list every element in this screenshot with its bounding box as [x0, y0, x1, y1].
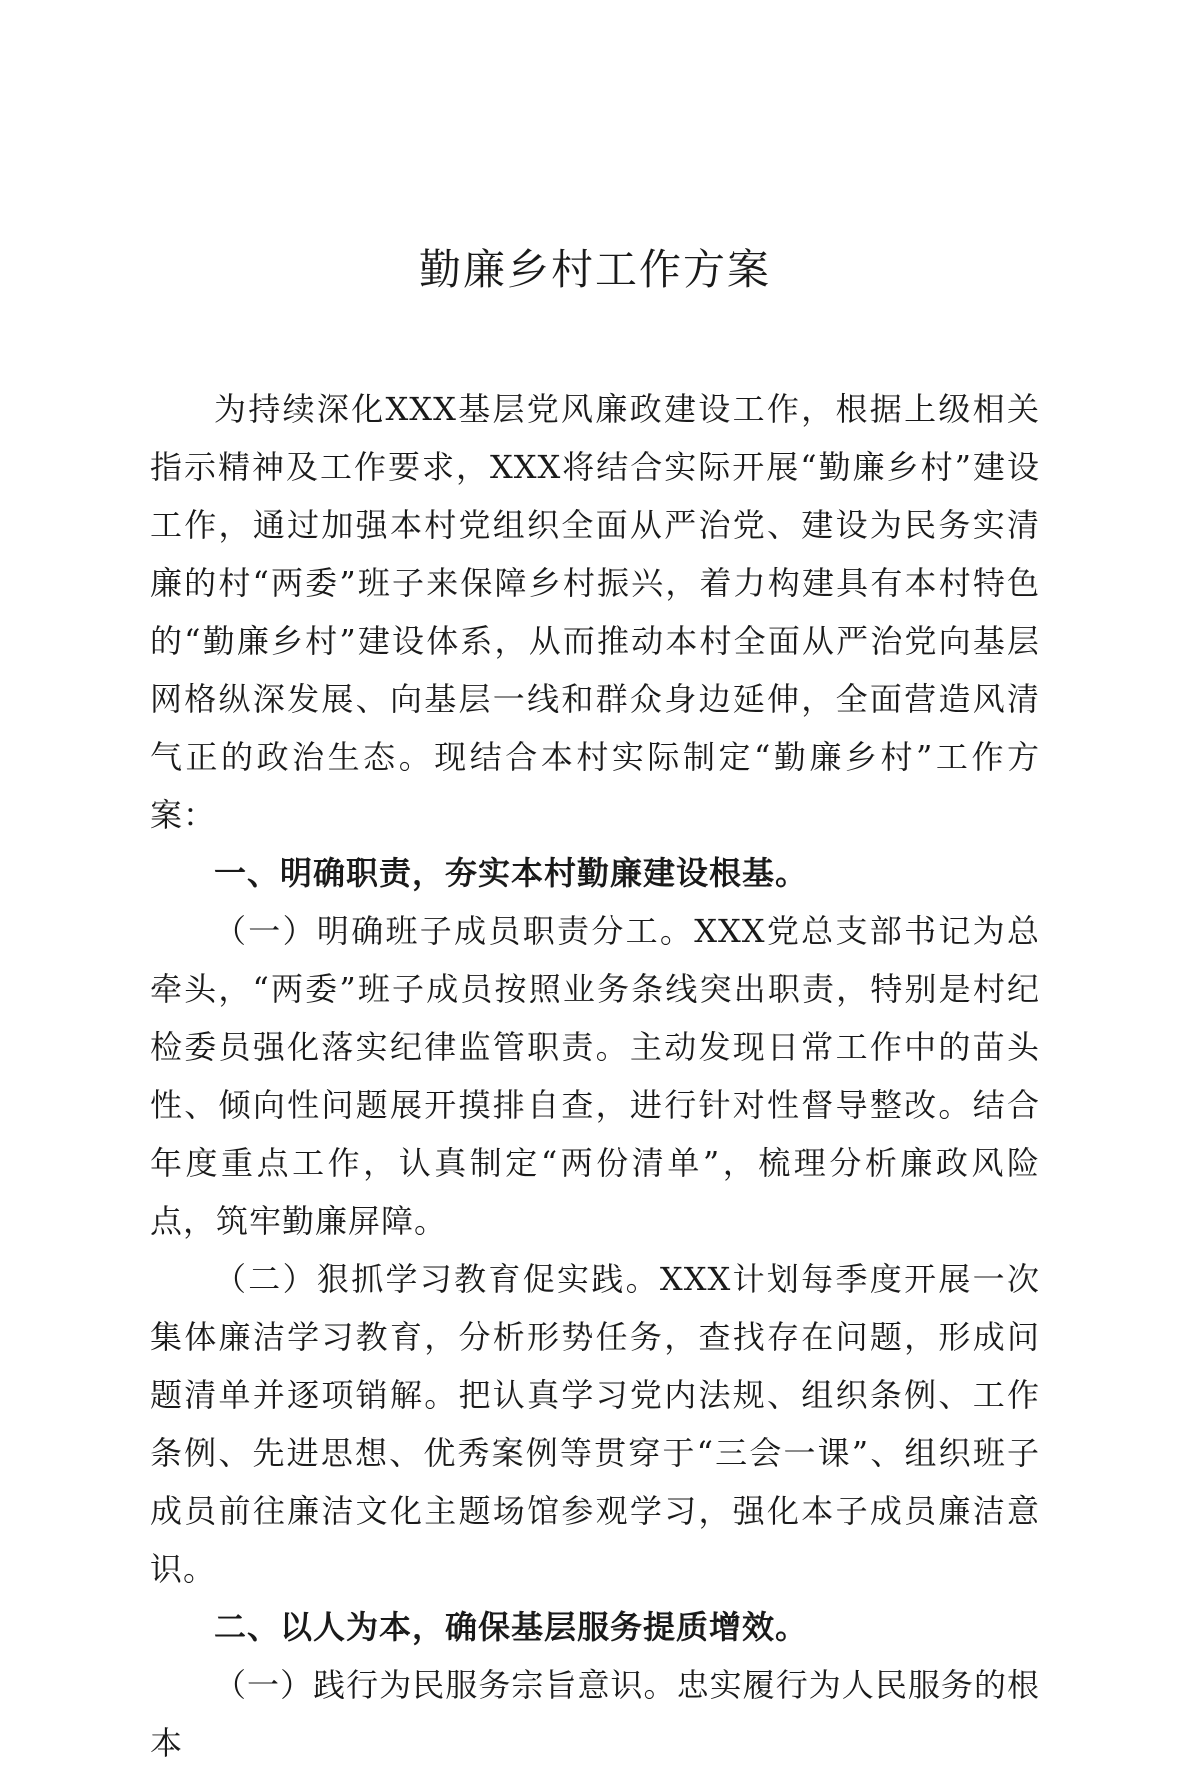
intro-paragraph: 为持续深化XXX基层党风廉政建设工作，根据上级相关指示精神及工作要求，XXX将结合实际开展“勤廉乡村”建设工作，通过加强本村党组织全面从严治党、建设为民务实清廉的村“两委”班子来保障乡村振兴，着力构建具有本村特色的“勤廉乡村”建设体系，从而推动本村全面从严治党向基层网格纵深发展、向基层一线和群众身边延伸，全面营造风清气正的政治生态。现结合本村实际制定“勤廉乡村”工作方案： [150, 390, 1040, 834]
section-heading-2: 二、以人为本，确保基层服务提质增效。 [214, 1608, 809, 1646]
section-heading-1: 一、明确职责，夯实本村勤廉建设根基。 [214, 854, 809, 892]
document-page [150, 240, 1040, 1772]
document-body [150, 380, 1040, 1772]
subsection-paragraph-1-2: （二）狠抓学习教育促实践。XXX计划每季度开展一次集体廉洁学习教育，分析形势任务，查找存在问题，形成问题清单并逐项销解。把认真学习党内法规、组织条例、工作条例、先进思想、优秀案例等贯穿于“三会一课”、组织班子成员前往廉洁文化主题场馆参观学习，强化本子成员廉洁意识。 [150, 1260, 1040, 1588]
document-title: 勤廉乡村工作方案 [418, 245, 771, 294]
subsection-paragraph-2-1: （一）践行为民服务宗旨意识。忠实履行为人民服务的根本 [150, 1666, 1040, 1762]
subsection-paragraph-1-1: （一）明确班子成员职责分工。XXX党总支部书记为总牵头，“两委”班子成员按照业务条线突出职责，特别是村纪检委员强化落实纪律监管职责。主动发现日常工作中的苗头性、倾向性问题展开摸排自查，进行针对性督导整改。结合年度重点工作，认真制定“两份清单”，梳理分析廉政风险点，筑牢勤廉屏障。 [150, 912, 1040, 1240]
